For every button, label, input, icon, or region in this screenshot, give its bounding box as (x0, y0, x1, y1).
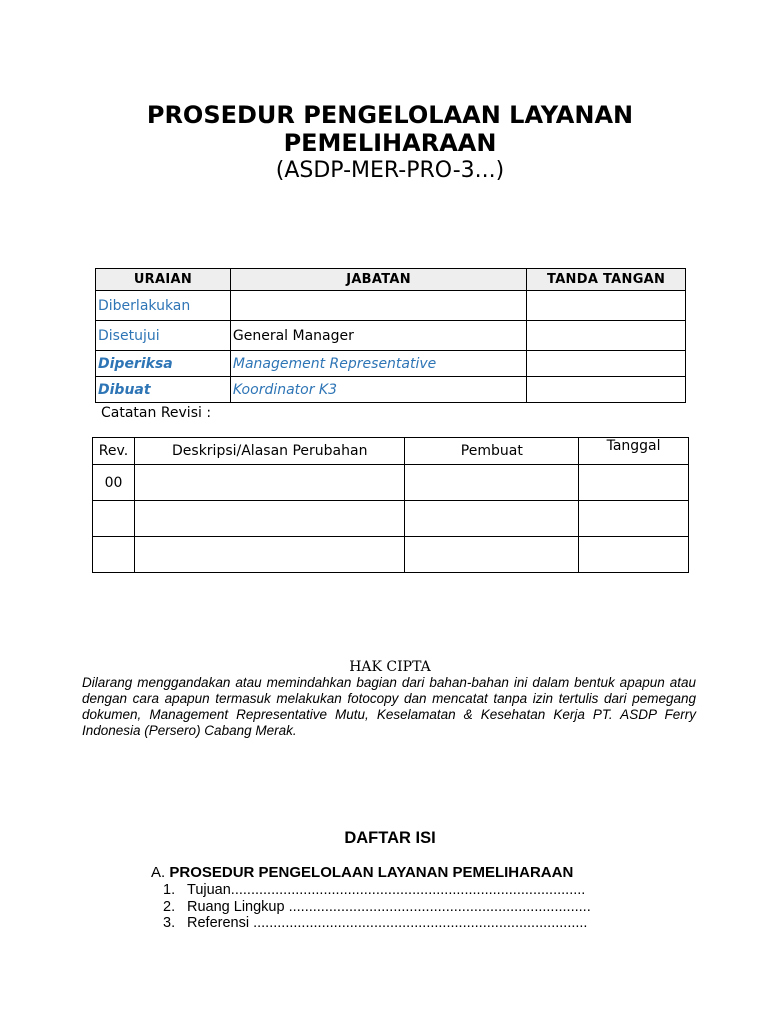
daftar-isi-heading: DAFTAR ISI (344, 829, 436, 847)
toc-item (163, 882, 585, 898)
table-row (96, 321, 686, 351)
header-uraian: URAIAN (96, 269, 231, 291)
rev-cell (93, 501, 135, 537)
header-jabatan: JABATAN (230, 269, 526, 291)
rev-cell (93, 537, 135, 573)
table-row (96, 351, 686, 377)
pembuat-cell (405, 501, 579, 537)
tanggal-cell (579, 465, 689, 501)
uraian-cell: Dibuat (96, 377, 231, 403)
revision-table (92, 437, 689, 573)
toc-text: Tujuan........................................................................................ (187, 882, 586, 898)
jabatan-cell (230, 291, 526, 321)
uraian-cell: Disetujui (96, 321, 231, 351)
jabatan-cell: Koordinator K3 (230, 377, 526, 403)
toc-number: 2. (163, 899, 176, 915)
toc-item (163, 915, 587, 931)
signature-cell (527, 377, 686, 403)
toc-text: Ruang Lingkup ........................................................................... (187, 899, 591, 915)
document-code: (ASDP-MER-PRO-3...) (275, 158, 505, 183)
hak-cipta-text: Dilarang menggandakan atau memindahkan bagian dari bahan-bahan ini dalam bentuk apapun atau dengan cara apapun termasuk melakukan fotocopy dan mencatat tanpa izin tertulis dari pemegang dokumen, Management Representative Mutu, Keselamatan & Kesehatan Kerja PT. ASDP Ferry Indonesia (Persero) Cabang Merak. (82, 675, 696, 738)
deskripsi-cell (134, 465, 405, 501)
jabatan-cell: General Manager (230, 321, 526, 351)
rev-cell: 00 (93, 465, 135, 501)
section-prefix: A. (151, 864, 166, 881)
title-line-2: PEMELIHARAAN (283, 129, 497, 157)
signature-cell (527, 321, 686, 351)
toc-number: 3. (163, 915, 176, 931)
tanggal-cell (579, 537, 689, 573)
document-title (0, 101, 768, 157)
approval-header-row (96, 269, 686, 291)
hak-cipta-title: HAK CIPTA (349, 659, 431, 675)
uraian-cell: Diperiksa (96, 351, 231, 377)
header-tanda-tangan: TANDA TANGAN (527, 269, 686, 291)
deskripsi-cell (134, 501, 405, 537)
pembuat-cell (405, 537, 579, 573)
header-deskripsi: Deskripsi/Alasan Perubahan (134, 438, 405, 465)
header-pembuat: Pembuat (405, 438, 579, 465)
header-rev: Rev. (93, 438, 135, 465)
table-row (93, 465, 689, 501)
table-row (93, 537, 689, 573)
toc-section-a (151, 864, 573, 881)
uraian-cell: Diberlakukan (96, 291, 231, 321)
pembuat-cell (405, 465, 579, 501)
header-tanggal: Tanggal (579, 438, 689, 465)
title-line-1: PROSEDUR PENGELOLAAN LAYANAN (146, 101, 634, 129)
catatan-revisi-label: Catatan Revisi : (101, 405, 212, 421)
deskripsi-cell (134, 537, 405, 573)
table-row (96, 377, 686, 403)
signature-cell (527, 291, 686, 321)
toc-text: Referensi ................................................................................... (187, 915, 588, 931)
section-title: PROSEDUR PENGELOLAAN LAYANAN PEMELIHARAAN (169, 864, 574, 881)
table-row (93, 501, 689, 537)
toc-number: 1. (163, 882, 176, 898)
jabatan-cell: Management Representative (230, 351, 526, 377)
table-row (96, 291, 686, 321)
signature-cell (527, 351, 686, 377)
revision-header-row (93, 438, 689, 465)
tanggal-cell (579, 501, 689, 537)
toc-item (163, 899, 591, 915)
approval-table (95, 268, 686, 403)
